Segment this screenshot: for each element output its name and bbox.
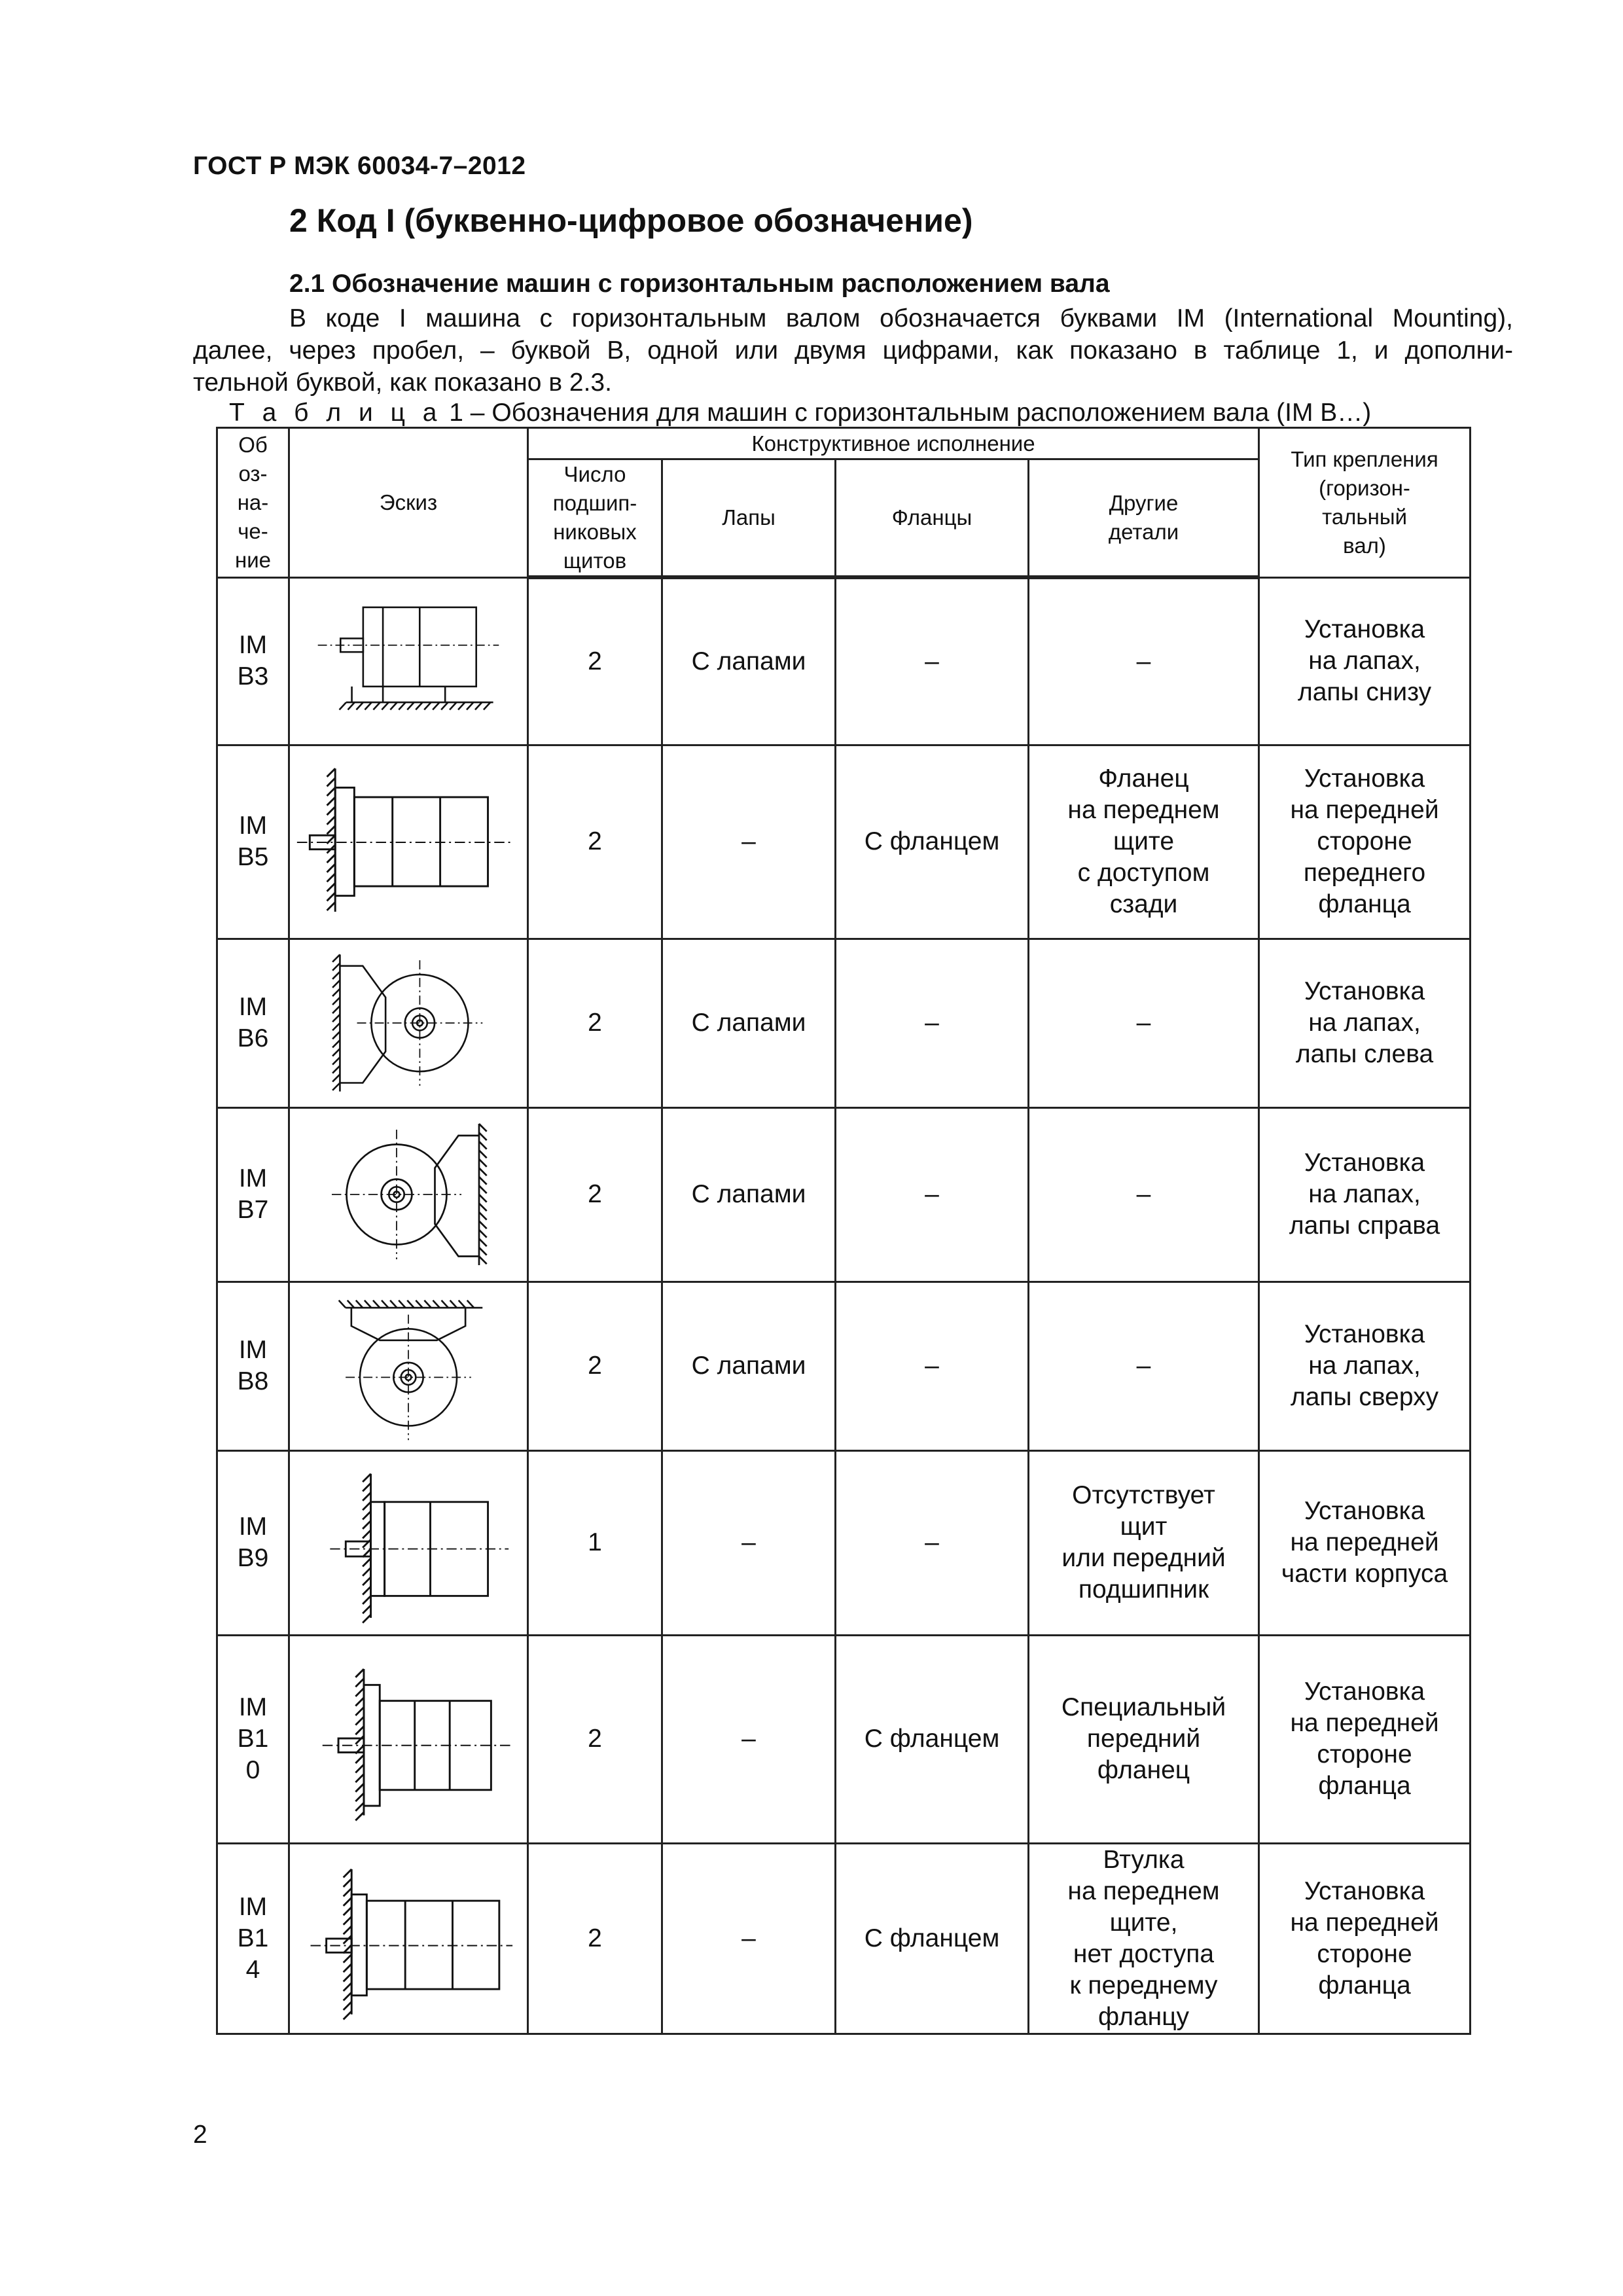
motor-ceiling-feet-top-icon [294, 1286, 523, 1446]
shields-cell: 2 [528, 1843, 662, 2034]
motor-special-flange-icon [294, 1640, 523, 1839]
header-feet: Лапы [662, 459, 836, 578]
designation-cell: IM B9 [217, 1450, 289, 1635]
flanges-cell: – [836, 1107, 1029, 1282]
table-row [217, 1282, 1471, 1450]
mounting-type-cell: Установка на лапах, лапы снизу [1259, 577, 1471, 745]
designation-cell: IM B7 [217, 1107, 289, 1282]
table-row [217, 577, 1471, 745]
sketch-cell [289, 1635, 528, 1843]
sketch-cell [289, 1450, 528, 1635]
other-details-cell: – [1029, 577, 1259, 745]
shields-cell: 2 [528, 1282, 662, 1450]
feet-cell: С лапами [662, 1282, 836, 1450]
table-caption-text: 1 – Обозначения для машин с горизонтальным расположением вала (IM B…) [442, 399, 1372, 427]
flanges-cell: С фланцем [836, 745, 1029, 939]
paragraph-line: тельной буквой, как показано в 2.3. [193, 368, 612, 397]
flanges-cell: С фланцем [836, 1843, 1029, 2034]
flanges-cell: – [836, 1450, 1029, 1635]
sketch-cell [289, 1843, 528, 2034]
table-row [217, 1107, 1471, 1282]
table-row [217, 939, 1471, 1107]
table-row [217, 1450, 1471, 1635]
designation-cell: IM B6 [217, 939, 289, 1107]
table-row [217, 745, 1471, 939]
subsection-title: 2.1 Обозначение машин с горизонтальным расположением вала [289, 270, 1110, 298]
mounting-type-cell: Установка на передней стороне фланца [1259, 1843, 1471, 2034]
header-construction: Конструктивное исполнение [528, 428, 1259, 459]
mounting-type-cell: Установка на лапах, лапы слева [1259, 939, 1471, 1107]
sketch-cell [289, 1107, 528, 1282]
feet-cell: – [662, 1843, 836, 2034]
designation-cell: IM B3 [217, 577, 289, 745]
shields-cell: 1 [528, 1450, 662, 1635]
other-details-cell: Втулка на переднем щите, нет доступа к переднему фланцу [1029, 1843, 1259, 2034]
flanges-cell: С фланцем [836, 1635, 1029, 1843]
motor-no-front-shield-icon [294, 1455, 523, 1630]
motor-spigot-flange-icon [294, 1850, 523, 2027]
feet-cell: С лапами [662, 577, 836, 745]
header-designation: Об оз- на- че- ние [217, 428, 289, 578]
document-code: ГОСТ Р МЭК 60034-7–2012 [193, 152, 526, 180]
flanges-cell: – [836, 939, 1029, 1107]
feet-cell: – [662, 745, 836, 939]
table-caption [229, 399, 1371, 427]
header-flanges: Фланцы [836, 459, 1029, 578]
shields-cell: 2 [528, 1107, 662, 1282]
motor-foot-mounted-icon [294, 582, 523, 740]
other-details-cell: Специальный передний фланец [1029, 1635, 1259, 1843]
feet-cell: С лапами [662, 939, 836, 1107]
sketch-cell [289, 1282, 528, 1450]
other-details-cell: – [1029, 1107, 1259, 1282]
other-details-cell: – [1029, 1282, 1259, 1450]
shields-cell: 2 [528, 577, 662, 745]
table-row [217, 1843, 1471, 2034]
motor-wall-feet-right-icon [294, 1112, 523, 1277]
shields-cell: 2 [528, 745, 662, 939]
sketch-cell [289, 745, 528, 939]
feet-cell: – [662, 1450, 836, 1635]
table-caption-label: Т а б л и ц а [229, 399, 442, 427]
page-number: 2 [193, 2121, 207, 2149]
motor-flange-mounted-icon [294, 749, 523, 934]
feet-cell: – [662, 1635, 836, 1843]
header-mounting: Тип крепления (горизон- тальный вал) [1259, 428, 1471, 578]
designation-cell: IM B8 [217, 1282, 289, 1450]
shields-cell: 2 [528, 1635, 662, 1843]
paragraph-line: далее, через пробел, – буквой B, одной или двумя цифрами, как показано в таблице 1, и дополни- [193, 336, 1513, 365]
shields-cell: 2 [528, 939, 662, 1107]
designation-cell: IM B1 0 [217, 1635, 289, 1843]
sketch-cell [289, 577, 528, 745]
designation-table [216, 427, 1471, 2035]
section-title: 2 Код I (буквенно-цифровое обозначение) [289, 202, 973, 239]
flanges-cell: – [836, 577, 1029, 745]
other-details-cell: Фланец на переднем щите с доступом сзади [1029, 745, 1259, 939]
sketch-cell [289, 939, 528, 1107]
designation-cell: IM B5 [217, 745, 289, 939]
feet-cell: С лапами [662, 1107, 836, 1282]
table-row [217, 1635, 1471, 1843]
mounting-type-cell: Установка на лапах, лапы справа [1259, 1107, 1471, 1282]
header-other: Другие детали [1029, 459, 1259, 578]
other-details-cell: Отсутствует щит или передний подшипник [1029, 1450, 1259, 1635]
mounting-type-cell: Установка на передней части корпуса [1259, 1450, 1471, 1635]
mounting-type-cell: Установка на лапах, лапы сверху [1259, 1282, 1471, 1450]
mounting-type-cell: Установка на передней стороне переднего фланца [1259, 745, 1471, 939]
header-shields: Число подшип- никовых щитов [528, 459, 662, 578]
mounting-type-cell: Установка на передней стороне фланца [1259, 1635, 1471, 1843]
designation-cell: IM B1 4 [217, 1843, 289, 2034]
flanges-cell: – [836, 1282, 1029, 1450]
header-sketch: Эскиз [289, 428, 528, 578]
other-details-cell: – [1029, 939, 1259, 1107]
motor-wall-feet-left-icon [294, 943, 523, 1103]
paragraph-line: В коде I машина с горизонтальным валом обозначается буквами IM (International Mounting), [289, 304, 1513, 332]
